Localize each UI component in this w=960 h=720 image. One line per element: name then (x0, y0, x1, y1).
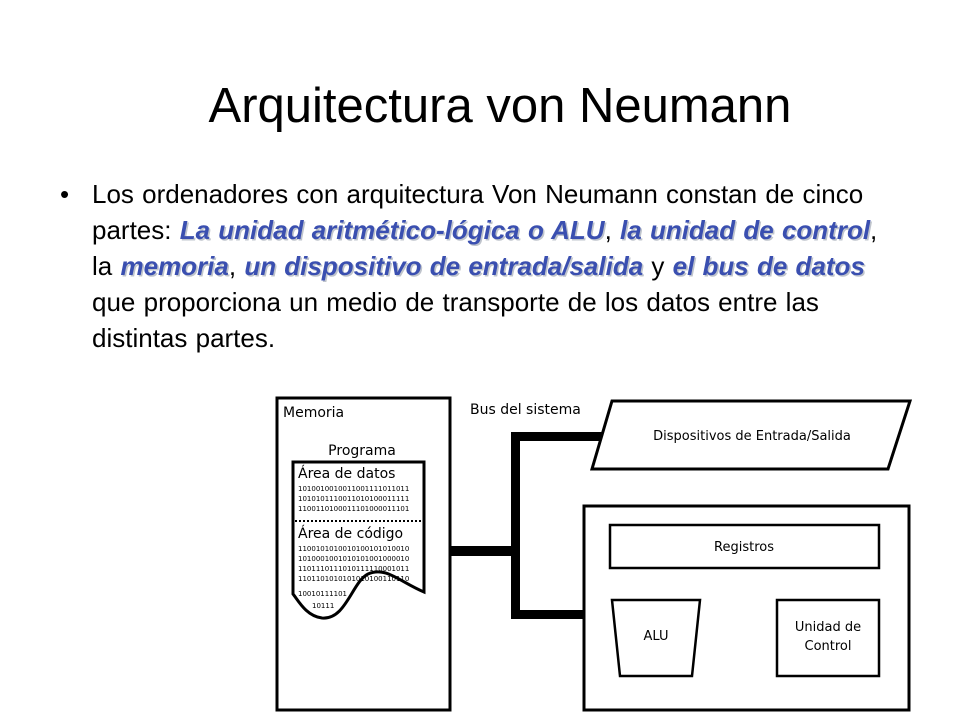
program-label: Programa (328, 443, 396, 459)
io-devices-label: Dispositivos de Entrada/Salida (653, 429, 851, 444)
term-control-unit: la unidad de control (620, 215, 871, 245)
data-bits-row: 1010010010011001111011011 (298, 485, 410, 493)
term-data-bus: el bus de datos (672, 251, 865, 281)
memory-label: Memoria (283, 405, 345, 421)
data-bits-row: 1010101110011010100011111 (298, 495, 410, 503)
control-unit-block (777, 600, 879, 676)
data-bits-row: 1100110100011101000011101 (298, 505, 410, 513)
code-bits-row: 10010111101 (298, 590, 347, 598)
registers-label: Registros (714, 540, 774, 555)
slide-title: Arquitectura von Neumann (208, 79, 792, 133)
separator-text: , (228, 251, 245, 281)
separator-text: y (643, 251, 673, 281)
data-area-label: Área de datos (298, 466, 396, 482)
system-bus (450, 432, 603, 619)
code-bits-row: 1100101010010100101010010 (298, 545, 410, 553)
term-alu: La unidad aritmético-lógica o ALU (179, 215, 605, 245)
code-bits-row: 10111 (312, 602, 335, 610)
code-bits-row: 1101110111010111110001011 (298, 565, 410, 573)
separator-text: , (604, 215, 621, 245)
intro-text: Los ordenadores con arquitectura Von Neumann constan de cinco partes: (92, 179, 864, 245)
bullet-icon: • (60, 179, 70, 209)
code-bits-row: 1010001001010101001000010 (298, 555, 410, 563)
bus-label: Bus del sistema (470, 402, 581, 418)
code-area-label: Área de código (298, 526, 404, 542)
outro-text: que proporciona un medio de transporte de los datos entre las distintas partes. (92, 287, 819, 353)
code-bits-row: 1101101010101010100110110 (298, 575, 410, 583)
term-memory: memoria (120, 251, 229, 281)
control-unit-label-line2: Control (804, 639, 852, 654)
separator-text: , la (92, 215, 878, 281)
term-io-device: un dispositivo de entrada/salida (244, 251, 644, 281)
alu-label: ALU (643, 629, 669, 644)
control-unit-label-line1: Unidad de (794, 620, 862, 635)
